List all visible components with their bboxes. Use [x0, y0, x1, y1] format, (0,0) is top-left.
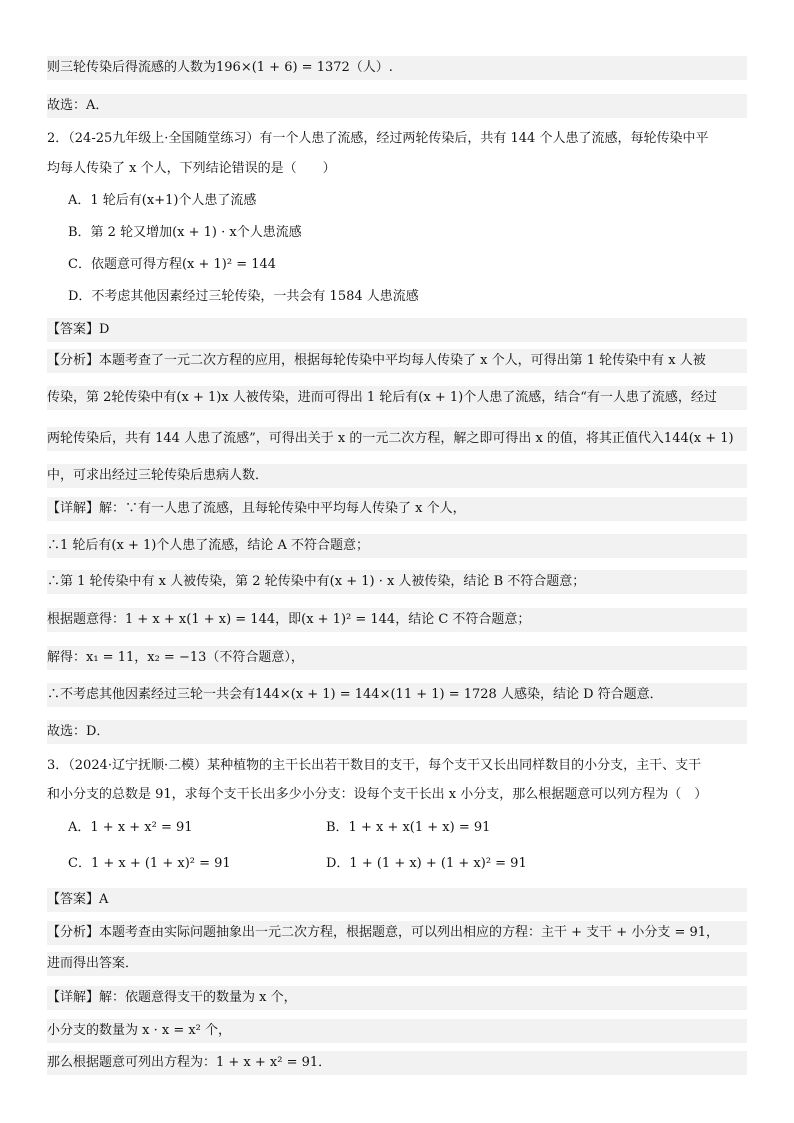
detail-line: 小分支的数量为 x · x = x² 个，	[47, 1019, 747, 1043]
answer-label: 【答案】D	[47, 318, 747, 342]
option-b: B．第 2 轮又增加(x + 1) · x个人患流感	[68, 225, 302, 240]
detail-line: 【详解】解：依题意得支干的数量为 x 个，	[47, 986, 747, 1010]
detail-line: 根据题意得：1 + x + x(1 + x) = 144，即(x + 1)² = 144，结论 C 不符合题意；	[47, 608, 747, 632]
option-d: D．1 + (1 + x) + (1 + x)² = 91	[326, 856, 527, 871]
detail-line: 【详解】解：∵有一人患了流感，且每轮传染中平均每人传染了 x 个人，	[47, 497, 747, 521]
option-d: D．不考虑其他因素经过三轮传染，一共会有 1584 人患流感	[68, 289, 419, 304]
option-a: A．1 轮后有(x+1)个人患了流感	[68, 193, 257, 208]
analysis-line: 【分析】本题考查由实际问题抽象出一元二次方程，根据题意，可以列出相应的方程：主干 + 支干 + 小分支 = 91，	[47, 921, 747, 945]
option-c: C．1 + x + (1 + x)² = 91	[68, 856, 231, 871]
option-c: C．依题意可得方程(x + 1)² = 144	[68, 257, 277, 272]
text-line: 故选：A．	[47, 94, 747, 118]
detail-line: ∴第 1 轮传染中有 x 人被传染，第 2 轮传染中有(x + 1) · x 人被传染，结论 B 不符合题意；	[47, 570, 747, 594]
text-line: 则三轮传染后得流感的人数为196×(1 + 6) = 1372（人）.	[47, 56, 747, 80]
analysis-line: 传染，第 2轮传染中有(x + 1)x 人被传染，进而可得出 1 轮后有(x + 1)个人患了流感，结合“有一人患了流感，经过	[47, 386, 747, 410]
analysis-line: 两轮传染后，共有 144 人患了流感”，可得出关于 x 的一元二次方程，解之即可得出 x 的值，将其正值代入144(x + 1)	[47, 427, 747, 451]
question-2-line-2: 均每人传染了 x 个人，下列结论错误的是（ ）	[47, 161, 336, 176]
detail-line: 解得：x₁ = 11，x₂ = −13（不符合题意），	[47, 646, 747, 670]
answer-label: 【答案】A	[47, 888, 747, 912]
detail-line: 故选：D．	[47, 720, 747, 744]
detail-line: ∴1 轮后有(x + 1)个人患了流感，结论 A 不符合题意；	[47, 534, 747, 558]
option-a: A．1 + x + x² = 91	[68, 820, 193, 835]
question-3-line-2: 和小分支的总数是 91，求每个支干长出多少小分支：设每个支干长出 x 小分支，那么根据题意可以列方程为（ ）	[47, 787, 708, 802]
analysis-line: 中，可求出经过三轮传染后患病人数．	[47, 464, 747, 488]
question-3-line-1: 3．（2024·辽宁抚顺·二模）某种植物的主干长出若干数目的支干，每个支干又长出同样数目的小分支，主干、支干	[47, 758, 702, 773]
option-b: B．1 + x + x(1 + x) = 91	[326, 820, 491, 835]
detail-line: 那么根据题意可列出方程为：1 + x + x² = 91．	[47, 1051, 747, 1075]
analysis-line: 进而得出答案．	[47, 952, 747, 976]
question-2-line-1: 2．（24-25九年级上·全国随堂练习）有一个人患了流感，经过两轮传染后，共有 144 个人患了流感，每轮传染中平	[47, 131, 709, 146]
analysis-line: 【分析】本题考查了一元二次方程的应用，根据每轮传染中平均每人传染了 x 个人，可得出第 1 轮传染中有 x 人被	[47, 349, 747, 373]
detail-line: ∴不考虑其他因素经过三轮一共会有144×(x + 1) = 144×(11 + 1) = 1728 人感染，结论 D 符合题意．	[47, 683, 747, 707]
